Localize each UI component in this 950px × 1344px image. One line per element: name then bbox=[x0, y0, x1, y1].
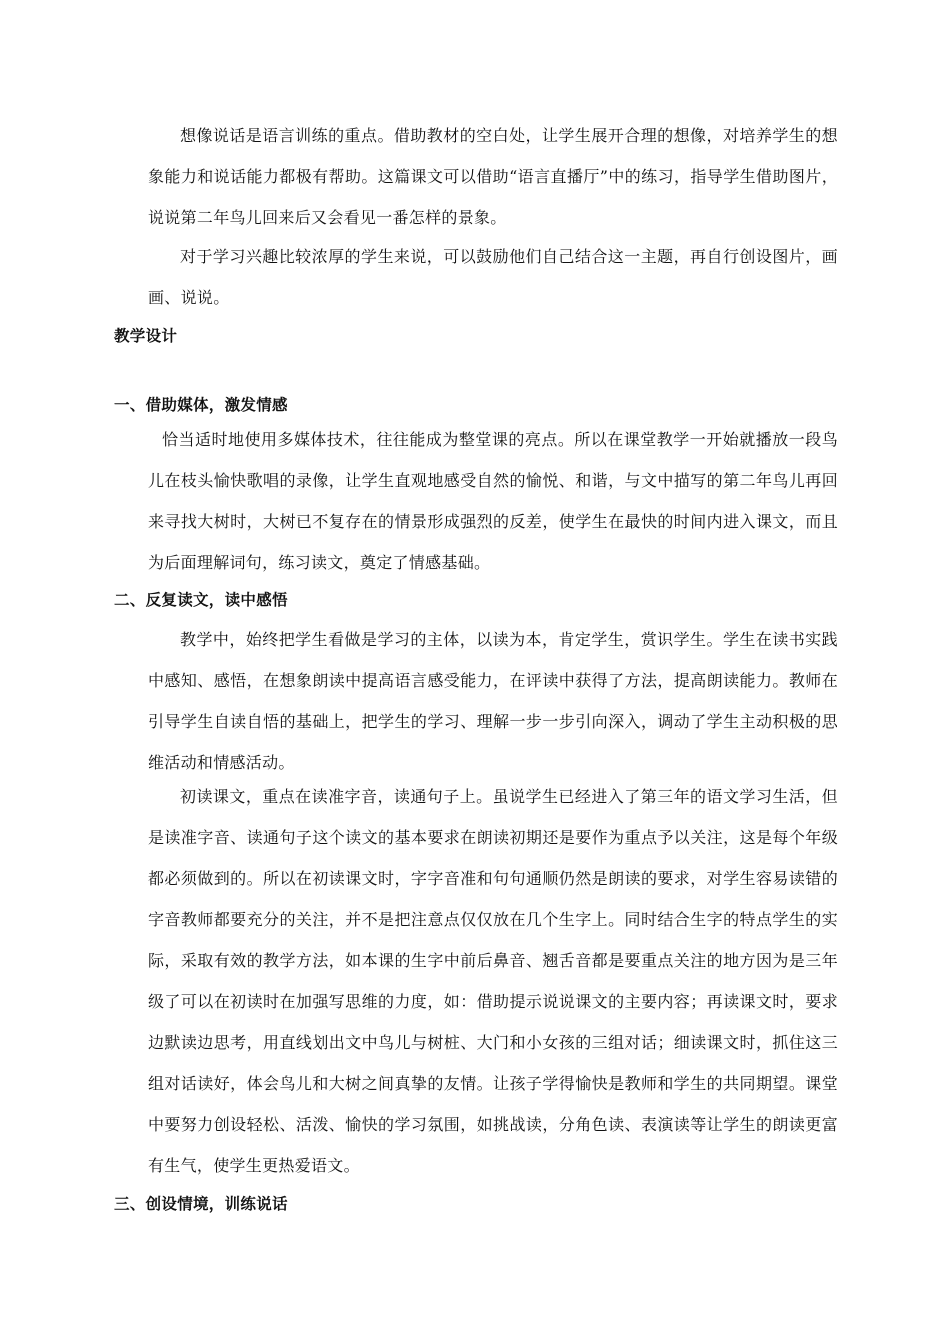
intro-paragraph-1: 想像说话是语言训练的重点。借助教材的空白处，让学生展开合理的想像，对培养学生的想象能力和说话能力都极有帮助。这篇课文可以借助“语言直播厅”中的练习，指导学生借助图片，说说第二年鸟儿回来后又会看见一番怎样的景象。 bbox=[148, 126, 838, 227]
design-title: 教学设计 bbox=[114, 327, 178, 345]
section-1-heading: 一、借助媒体，激发情感 bbox=[114, 396, 288, 414]
intro-paragraph-2: 对于学习兴趣比较浓厚的学生来说，可以鼓励他们自己结合这一主题，再自行创设图片，画画、说说。 bbox=[148, 247, 838, 307]
section-1-paragraph: 恰当适时地使用多媒体技术，往往能成为整堂课的亮点。所以在课堂教学一开始就播放一段鸟儿在枝头愉快歌唱的录像，让学生直观地感受自然的愉悦、和谐，与文中描写的第二年鸟儿再回来寻找大树时，大树已不复存在的情景形成强烈的反差，使学生在最快的时间内进入课文，而且为后面理解词句，练习读文，奠定了情感基础。 bbox=[148, 430, 838, 572]
section-2-paragraph-1: 教学中，始终把学生看做是学习的主体，以读为本，肯定学生，赏识学生。学生在读书实践中感知、感悟，在想象朗读中提高语言感受能力，在评读中获得了方法，提高朗读能力。教师在引导学生自读自悟的基础上，把学生的学习、理解一步一步引向深入，调动了学生主动积极的思维活动和情感活动。 bbox=[148, 630, 838, 772]
section-2-paragraph-2: 初读课文，重点在读准字音，读通句子上。虽说学生已经进入了第三年的语文学习生活，但是读准字音、读通句子这个读文的基本要求在朗读初期还是要作为重点予以关注，这是每个年级都必须做到的。所以在初读课文时，字字音准和句句通顺仍然是朗读的要求，对学生容易读错的字音教师都要充分的关注，并不是把注意点仅仅放在几个生字上。同时结合生字的特点学生的实际，采取有效的教学方法，如本课的生字中前后鼻音、翘舌音都是要重点关注的地方因为是三年级了可以在初读时在加强写思维的力度，如：借助提示说说课文的主要内容；再读课文时，要求边默读边思考，用直线划出文中鸟儿与树桩、大门和小女孩的三组对话；细读课文时，抓住这三组对话读好，体会鸟儿和大树之间真挚的友情。让孩子学得愉快是教师和学生的共同期望。课堂中要努力创设轻松、活泼、愉快的学习氛围，如挑战读，分角色读、表演读等让学生的朗读更富有生气，使学生更热爱语文。 bbox=[148, 787, 838, 1175]
section-2-heading: 二、反复读文，读中感悟 bbox=[114, 591, 288, 609]
section-3-heading: 三、创设情境，训练说话 bbox=[114, 1195, 288, 1213]
